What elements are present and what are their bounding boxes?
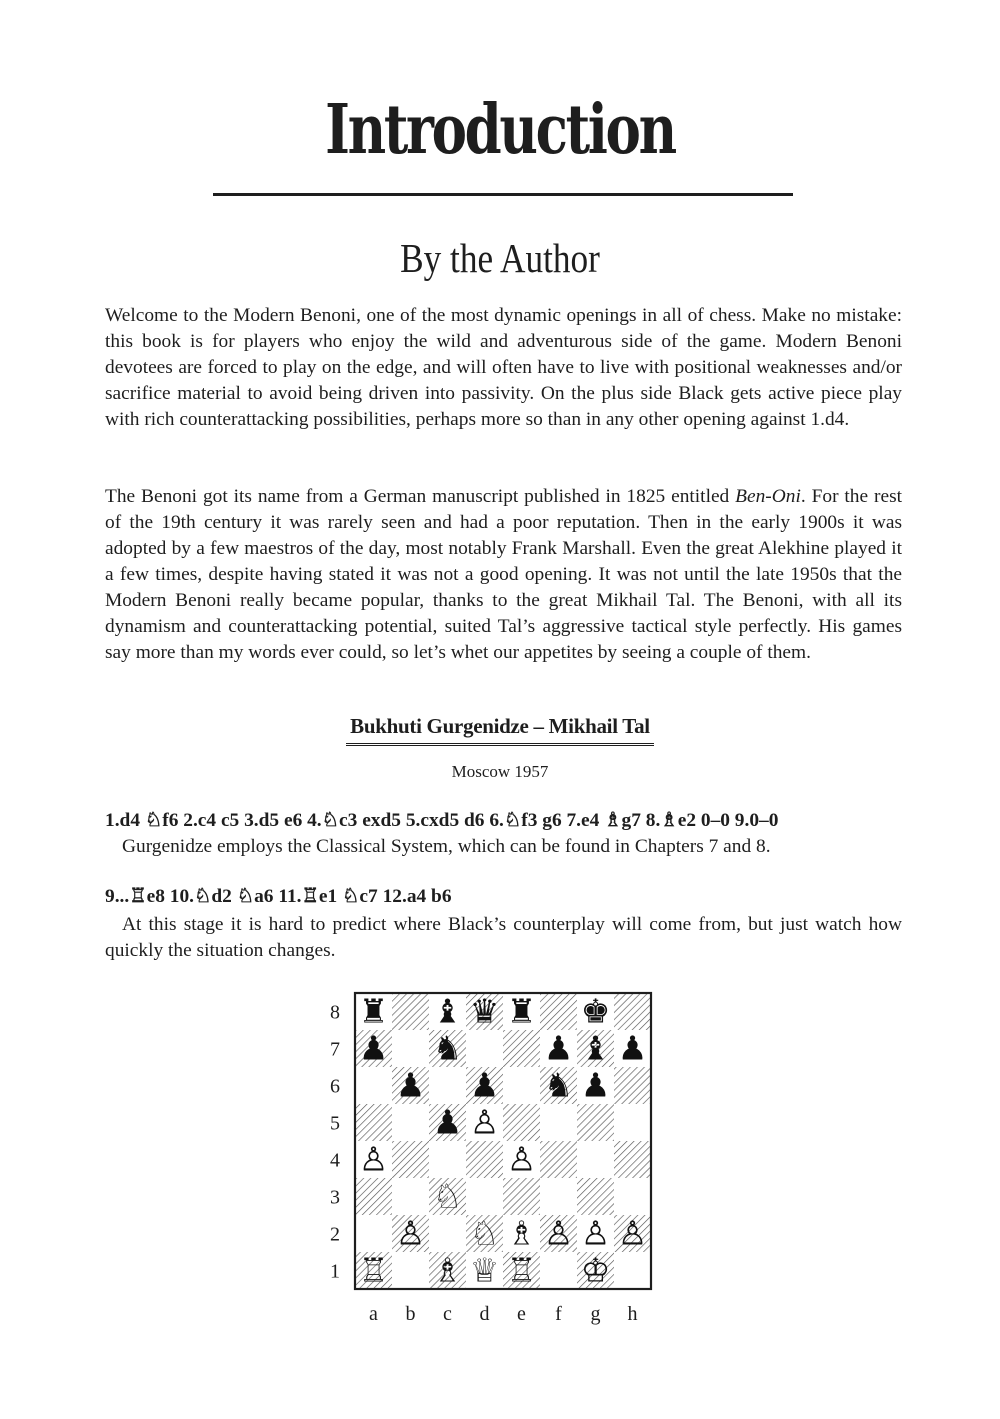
game-venue: Moscow 1957 [451,762,549,781]
game-players: Bukhuti Gurgenidze – Mikhail Tal [346,712,654,746]
dark-square [466,1141,503,1178]
white-pawn-icon: ♙ [395,1213,426,1253]
move-sequence-2: 9...♖e8 10.♘d2 ♘a6 11.♖e1 ♘c7 12.a4 b6 [105,886,452,907]
white-knight-icon: ♘ [469,1213,500,1253]
black-pawn-icon: ♟ [395,1065,426,1105]
paragraph-text: The Benoni got its name from a German manuscript published in 1825 entitled [105,486,736,507]
dark-square [355,1178,392,1215]
section-subtitle: By the Author [400,235,600,281]
page-title: Introduction [325,90,675,170]
black-pawn-icon: ♟ [432,1102,463,1142]
black-queen-icon: ♛ [469,991,500,1031]
file-label: h [627,1303,638,1325]
black-pawn-icon: ♟ [358,1028,389,1068]
title-divider [213,193,793,196]
light-square [540,1178,577,1215]
white-rook-icon: ♖ [506,1250,537,1290]
white-pawn-icon: ♙ [617,1213,648,1253]
light-square [392,1252,429,1289]
file-label: g [590,1303,601,1325]
dark-square [503,1030,540,1067]
dark-square [392,1141,429,1178]
rank-label: 2 [330,1223,340,1246]
light-square [466,1030,503,1067]
rank-label: 5 [330,1112,340,1135]
black-rook-icon: ♜ [358,991,389,1031]
white-rook-icon: ♖ [358,1250,389,1290]
white-pawn-icon: ♙ [543,1213,574,1253]
light-square [540,1252,577,1289]
black-knight-icon: ♞ [432,1028,463,1068]
black-pawn-icon: ♟ [543,1028,574,1068]
rank-label: 7 [330,1038,340,1061]
black-pawn-icon: ♟ [580,1065,611,1105]
light-square [392,1178,429,1215]
white-pawn-icon: ♙ [580,1213,611,1253]
rank-label: 3 [330,1186,340,1209]
light-square [429,1215,466,1252]
file-label: e [517,1303,526,1325]
light-square [614,1252,651,1289]
dark-square [540,993,577,1030]
white-bishop-icon: ♗ [432,1250,463,1290]
chess-board [318,990,663,1325]
white-pawn-icon: ♙ [469,1102,500,1142]
intro-paragraph-1: Welcome to the Modern Benoni, one of the most dynamic openings in all of chess. Make no mistake: this book is for players who enjoy the wild and adventurous side of the game. Modern Benoni devotees are forced to play on the edge, and will often have to live with positional weaknesses and/or sacrifice material to avoid being driven into passivity. On the plus side Black gets active piece play with rich counterattacking possibilities, perhaps more so than in any other opening against 1.d4. [105,305,902,430]
file-label: c [443,1303,452,1325]
file-label: a [369,1303,378,1325]
rank-label: 6 [330,1075,340,1098]
white-king-icon: ♔ [580,1250,611,1290]
rank-label: 1 [330,1260,340,1283]
light-square [466,1178,503,1215]
file-label: f [555,1303,562,1325]
dark-square [355,1104,392,1141]
light-square [540,1104,577,1141]
light-square [355,1215,392,1252]
light-square [355,1067,392,1104]
white-pawn-icon: ♙ [358,1139,389,1179]
white-bishop-icon: ♗ [506,1213,537,1253]
white-pawn-icon: ♙ [506,1139,537,1179]
dark-square [540,1141,577,1178]
move-comment-1: Gurgenidze employs the Classical System, which can be found in Chapters 7 and 8. [122,836,771,857]
black-king-icon: ♚ [580,991,611,1031]
dark-square [577,1178,614,1215]
dark-square [577,1104,614,1141]
light-square [503,1067,540,1104]
light-square [614,1178,651,1215]
light-square [614,1104,651,1141]
light-square [429,1141,466,1178]
black-bishop-icon: ♝ [432,991,463,1031]
dark-square [503,1104,540,1141]
dark-square [503,1178,540,1215]
chess-diagram [318,990,663,1325]
dark-square [614,1067,651,1104]
dark-square [614,1141,651,1178]
move-sequence-1: 1.d4 ♘f6 2.c4 c5 3.d5 e6 4.♘c3 exd5 5.cxd5 d6 6.♘f3 g6 7.e4 ♗g7 8.♗e2 0–0 9.0–0 [105,810,779,831]
black-rook-icon: ♜ [506,991,537,1031]
black-pawn-icon: ♟ [617,1028,648,1068]
dark-square [392,993,429,1030]
game-heading [0,712,1000,746]
rank-label: 8 [330,1001,340,1024]
intro-paragraph-2 [105,484,902,666]
black-knight-icon: ♞ [543,1065,574,1105]
paragraph-text: . For the rest of the 19th century it was rarely seen and had a poor reputation. Then in the early 1900s it was adopted by a few maestros of the day, most notably Frank Marshall. Even the great Alekhine played it a few times, despite having stated it was not a good opening. It was not until the late 1950s that the Modern Benoni really became popular, thanks to the great Mikhail Tal. The Benoni, with all its dynamism and counterattacking potential, suited Tal’s aggressive tactical style perfectly. His games say more than my words ever could, so let’s whet our appetites by seeing a couple of them. [105,486,902,663]
light-square [429,1067,466,1104]
file-label: d [479,1303,490,1325]
file-label: b [405,1303,416,1325]
dark-square [614,993,651,1030]
black-bishop-icon: ♝ [580,1028,611,1068]
italic-title: Ben-Oni [735,486,801,507]
light-square [577,1141,614,1178]
move-comment-2: At this stage it is hard to predict where Black’s counterplay will come from, but just watch how quickly the situation changes. [105,914,902,961]
rank-label: 4 [330,1149,340,1172]
white-knight-icon: ♘ [432,1176,463,1216]
black-pawn-icon: ♟ [469,1065,500,1105]
light-square [392,1104,429,1141]
white-queen-icon: ♕ [469,1250,500,1290]
light-square [392,1030,429,1067]
